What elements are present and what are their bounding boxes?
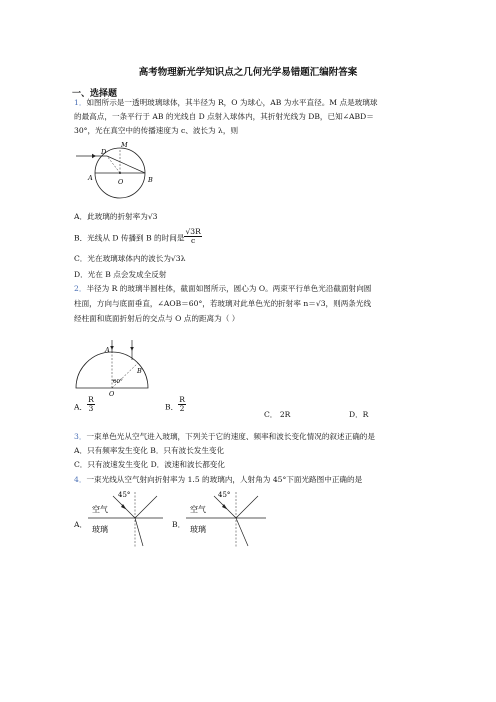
q2-figure [74, 340, 154, 398]
q3-options-ab: A．只有频率发生变化 B．只有波长发生变化 [74, 446, 225, 455]
q1-option-b [74, 227, 202, 245]
page-title: 高考物理新光学知识点之几何光学易错题汇编附答案 [138, 67, 358, 78]
q2-option-a [74, 395, 95, 413]
label-a: A [105, 346, 110, 354]
q1-option-d: D．光在 B 点会发成全反射 [74, 270, 167, 279]
label-b: B [137, 367, 142, 375]
glass-label: 玻璃 [190, 525, 206, 534]
angle-label: 45° [218, 491, 231, 499]
fraction-numerator: R [88, 395, 94, 404]
fraction-numerator: √3R [185, 227, 201, 236]
q2-line-2: 柱面，方向与底面垂直，∠AOB＝60°，若玻璃对此单色光的折射率 n＝√3，则两条光线 [74, 299, 372, 308]
label-d: D [101, 148, 107, 156]
q2-text-1: 半径为 R 的玻璃半圆柱体，截面如图所示，圆心为 O。两束平行单色光沿截面射向圆 [86, 284, 372, 293]
arrow-icon [130, 347, 134, 351]
q3-number: 3． [74, 432, 87, 441]
arrow-icon [110, 346, 114, 350]
q1-line-2: 的最高点，一条平行于 AB 的光线自 D 点射入球体内，其折射光线为 DB，已知∠ABD＝ [74, 112, 374, 121]
fraction-denominator: c [191, 236, 196, 245]
q3-options-cd: C．只有波速发生变化 D．波速和波长都变化 [74, 460, 225, 469]
q1-option-c: C．光在玻璃球体内的波长为√3λ [74, 254, 186, 263]
angle-label: 45° [118, 491, 131, 499]
arrow-icon [92, 154, 96, 158]
air-label: 空气 [92, 505, 108, 514]
glass-label: 玻璃 [92, 525, 108, 534]
q4-line-1 [74, 475, 362, 485]
q1-option-b-fraction [184, 228, 201, 245]
q4-option-b-label: B． [172, 520, 186, 529]
q2-number: 2． [74, 284, 87, 293]
fraction-denominator: 3 [88, 404, 94, 413]
q1-line-3: 30°，光在真空中的传播速度为 c、波长为 λ，则 [74, 126, 239, 135]
q2-line-3: 经柱面和底面折射后的交点与 O 点的距离为（ ） [74, 314, 240, 323]
q1-text-1: 如图所示是一透明玻璃球体，其半径为 R，O 为球心，AB 为水平直径。M 点是玻璃球 [86, 98, 378, 107]
label-b: B [148, 176, 153, 184]
q2-option-b-fraction [178, 396, 186, 413]
label-o: O [118, 178, 124, 186]
q2-option-b-label: B． [165, 402, 179, 412]
reflected-ray [236, 496, 258, 518]
q2-line-1 [74, 284, 371, 294]
fraction-denominator: 2 [179, 404, 185, 413]
refracted-ray [236, 518, 248, 546]
q1-option-b-text: B．光线从 D 传播到 B 的时间是 [74, 233, 185, 243]
q2-option-c: C． 2R [264, 410, 291, 419]
fraction-numerator: R [179, 395, 185, 404]
label-o: O [109, 390, 115, 398]
section-heading: 一、选择题 [72, 89, 118, 99]
q3-text-1: 一束单色光从空气进入玻璃，下列关于它的速度、频率和波长变化情况的叙述正确的是 [86, 432, 375, 441]
q1-number: 1． [74, 98, 87, 107]
q4-figure-b [186, 490, 266, 550]
label-angle: 60° [113, 379, 123, 385]
q4-text-1: 一束光线从空气射向折射率为 1.5 的玻璃内，人射角为 45°下面光路图中正确的是 [86, 475, 363, 484]
label-m: M [121, 141, 128, 149]
q4-number: 4． [74, 475, 87, 484]
label-a: A [88, 174, 93, 182]
refracted-ray-db [107, 156, 145, 173]
refracted-ray [135, 518, 143, 546]
q2-option-b [165, 395, 186, 413]
air-label: 空气 [190, 505, 206, 514]
q1-figure [74, 142, 164, 200]
q1-option-a: A．此玻璃的折射率为√3 [74, 212, 158, 221]
q2-option-d: D．R [349, 410, 369, 419]
reflected-ray [135, 496, 157, 518]
q3-line-1 [74, 432, 375, 442]
q2-option-a-fraction [87, 396, 95, 413]
q2-option-a-label: A． [74, 402, 88, 412]
q4-option-a-label: A． [74, 520, 88, 529]
q4-figure-a [88, 490, 163, 550]
q1-line-1 [74, 98, 377, 108]
